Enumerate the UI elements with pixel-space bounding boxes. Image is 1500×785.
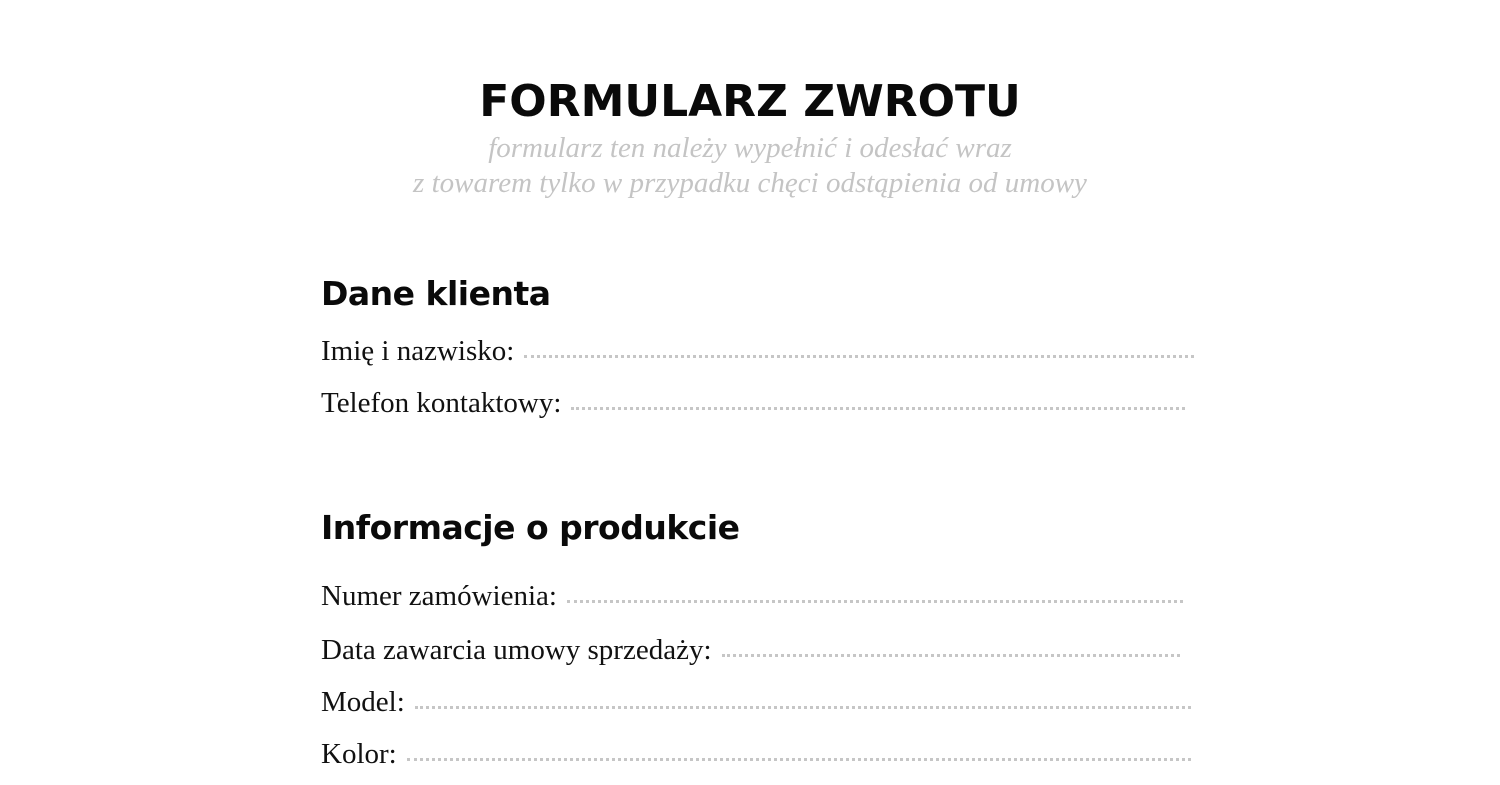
dotted-fill-line[interactable] (571, 401, 1185, 410)
dotted-fill-line[interactable] (524, 349, 1194, 358)
section-heading-product-info: Informacje o produkcie (321, 508, 740, 547)
section-heading-customer-data: Dane klienta (321, 274, 551, 313)
field-label-contact-phone: Telefon kontaktowy: (321, 387, 562, 419)
field-contract-date[interactable] (321, 632, 1180, 668)
dotted-fill-line[interactable] (722, 648, 1180, 657)
form-subtitle-line-2: z towarem tylko w przypadku chęci odstąpienia od umowy (413, 167, 1087, 199)
field-full-name[interactable] (321, 333, 1194, 369)
field-contact-phone[interactable] (321, 385, 1185, 421)
field-color[interactable] (321, 736, 1191, 772)
field-label-contract-date: Data zawarcia umowy sprzedaży: (321, 634, 712, 666)
field-label-model: Model: (321, 686, 405, 718)
field-order-number[interactable] (321, 578, 1183, 614)
dotted-fill-line[interactable] (407, 752, 1191, 761)
dotted-fill-line[interactable] (415, 700, 1191, 709)
form-subtitle-line-1: formularz ten należy wypełnić i odesłać wraz (488, 132, 1012, 164)
form-title: FORMULARZ ZWROTU (479, 76, 1021, 127)
field-label-order-number: Numer zamówienia: (321, 580, 557, 612)
field-model[interactable] (321, 684, 1191, 720)
field-label-color: Kolor: (321, 738, 397, 770)
dotted-fill-line[interactable] (567, 594, 1183, 603)
field-label-full-name: Imię i nazwisko: (321, 335, 515, 367)
